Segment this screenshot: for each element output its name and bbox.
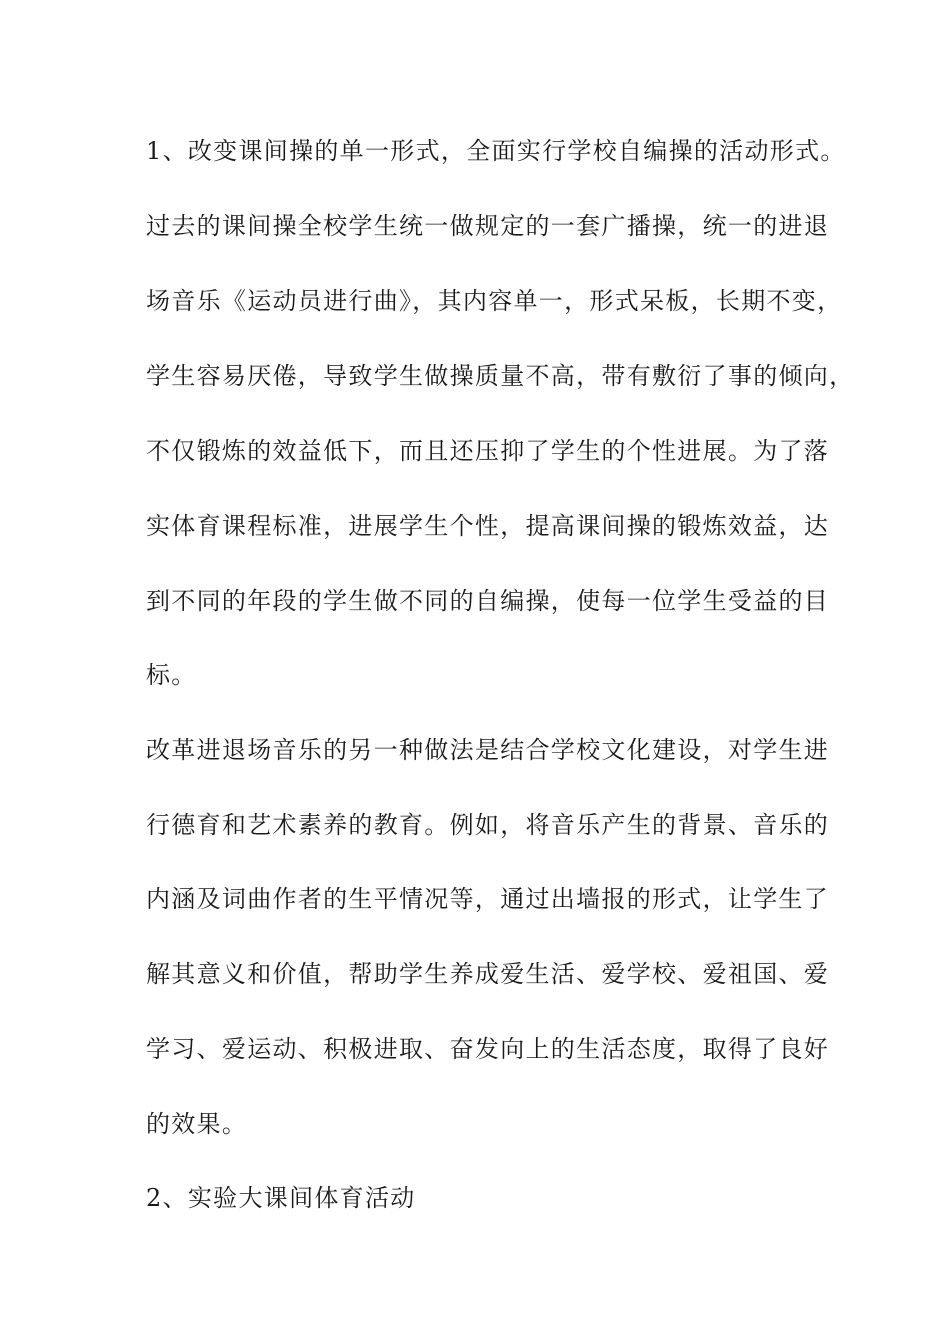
paragraph-1-line-2: 场音乐《运动员进行曲》，其内容单一，形式呆板，长期不变，	[146, 287, 843, 315]
paragraph-2-line-3: 内涵及词曲作者的生平情况等，通过出墙报的形式，让学生了	[146, 885, 830, 913]
paragraph-2-line-4: 解其意义和价值，帮助学生养成爱生活、爱学校、爱祖国、爱	[146, 960, 830, 988]
paragraph-1-line-1: 过去的课间操全校学生统一做规定的一套广播操，统一的进退	[146, 212, 830, 240]
paragraph-1-line-7: 标。	[146, 661, 197, 689]
paragraph-2-line-2: 行德育和艺术素养的教育。例如，将音乐产生的背景、音乐的	[146, 811, 830, 839]
paragraph-2-line-5: 学习、爱运动、积极进取、奋发向上的生活态度，取得了良好	[146, 1035, 830, 1063]
heading-section-2: 2、实验大课间体育活动	[146, 1184, 416, 1212]
paragraph-2-line-1: 改革进退场音乐的另一种做法是结合学校文化建设，对学生进	[146, 736, 830, 764]
paragraph-1-line-4: 不仅锻炼的效益低下，而且还压抑了学生的个性进展。为了落	[146, 437, 830, 465]
paragraph-1-line-5: 实体育课程标准，进展学生个性，提高课间操的锻炼效益，达	[146, 512, 830, 540]
paragraph-2-line-6: 的效果。	[146, 1110, 248, 1138]
paragraph-1-line-3: 学生容易厌倦，导致学生做操质量不高，带有敷衍了事的倾向，	[146, 362, 855, 390]
heading-section-1: 1、改变课间操的单一形式，全面实行学校自编操的活动形式。	[146, 137, 846, 165]
paragraph-1-line-6: 到不同的年段的学生做不同的自编操，使每一位学生受益的目	[146, 587, 830, 615]
